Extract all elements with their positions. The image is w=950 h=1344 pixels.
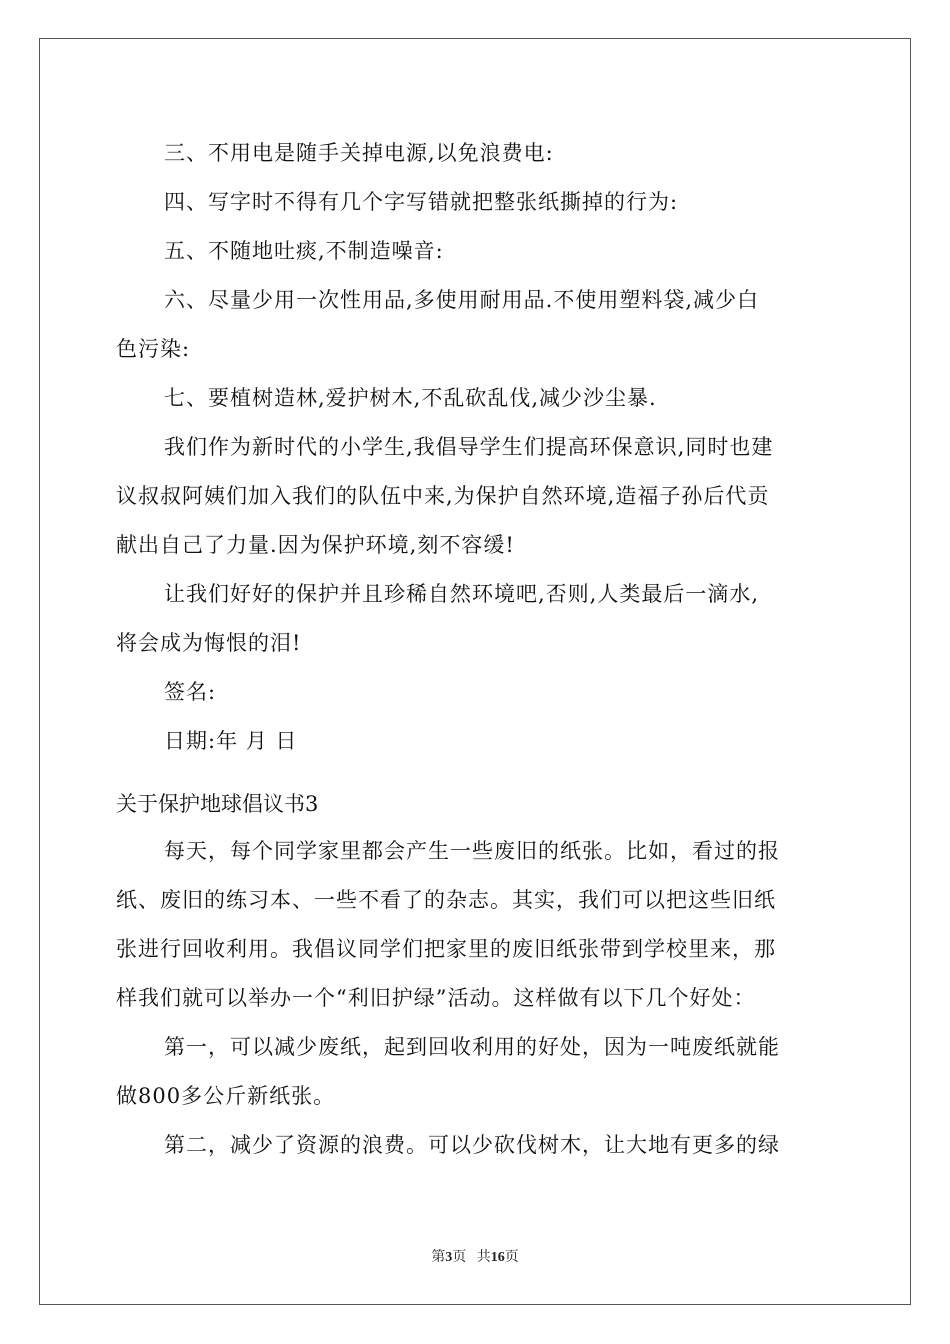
text-line: 议叔叔阿姨们加入我们的队伍中来,为保护自然环境,造福子孙后代贡 [116, 484, 770, 508]
text-line: 第二，减少了资源的浪费。可以少砍伐树木，让大地有更多的绿 [164, 1133, 780, 1157]
text-line: 张进行回收利用。我倡议同学们把家里的废旧纸张带到学校里来，那 [116, 937, 776, 961]
footer-total-suffix: 页 [504, 1250, 519, 1265]
footer-total-prefix: 共 [476, 1250, 491, 1265]
text-line: 样我们就可以举办一个“利旧护绿”活动。这样做有以下几个好处： [116, 986, 756, 1010]
text-line: 三、不用电是随手关掉电源,以免浪费电: [164, 141, 554, 165]
page-frame [39, 38, 911, 1305]
text-line: 让我们好好的保护并且珍稀自然环境吧,否则,人类最后一滴水, [164, 582, 760, 606]
text-line: 签名: [164, 680, 217, 704]
footer-page-suffix: 页 [452, 1250, 467, 1265]
footer-page-number: 3 [445, 1250, 453, 1265]
text-line: 第一，可以减少废纸，起到回收利用的好处，因为一吨废纸就能 [164, 1035, 780, 1059]
text-line: 四、写字时不得有几个字写错就把整张纸撕掉的行为: [164, 190, 679, 214]
text-line: 将会成为悔恨的泪! [116, 631, 302, 655]
footer-total-pages: 16 [490, 1250, 505, 1265]
text-line: 日期:年 月 日 [164, 729, 298, 753]
text-line: 每天，每个同学家里都会产生一些废旧的纸张。比如，看过的报 [164, 839, 780, 863]
text-line: 六、尽量少用一次性用品,多使用耐用品.不使用塑料袋,减少白 [164, 288, 760, 312]
footer-prefix: 第 [431, 1250, 446, 1265]
text-line: 七、要植树造林,爱护树木,不乱砍乱伐,减少沙尘暴. [164, 386, 657, 410]
section-heading: 关于保护地球倡议书3 [116, 792, 319, 816]
page-footer [0, 1246, 950, 1266]
text-line: 做800多公斤新纸张。 [116, 1084, 336, 1108]
text-line: 纸、废旧的练习本、一些不看了的杂志。其实，我们可以把这些旧纸 [116, 888, 776, 912]
text-line: 献出自己了力量.因为保护环境,刻不容缓! [116, 533, 515, 557]
text-line: 五、不随地吐痰,不制造噪音: [164, 239, 444, 263]
text-line: 色污染: [116, 337, 191, 361]
text-line: 我们作为新时代的小学生,我倡导学生们提高环保意识,同时也建 [164, 435, 774, 459]
